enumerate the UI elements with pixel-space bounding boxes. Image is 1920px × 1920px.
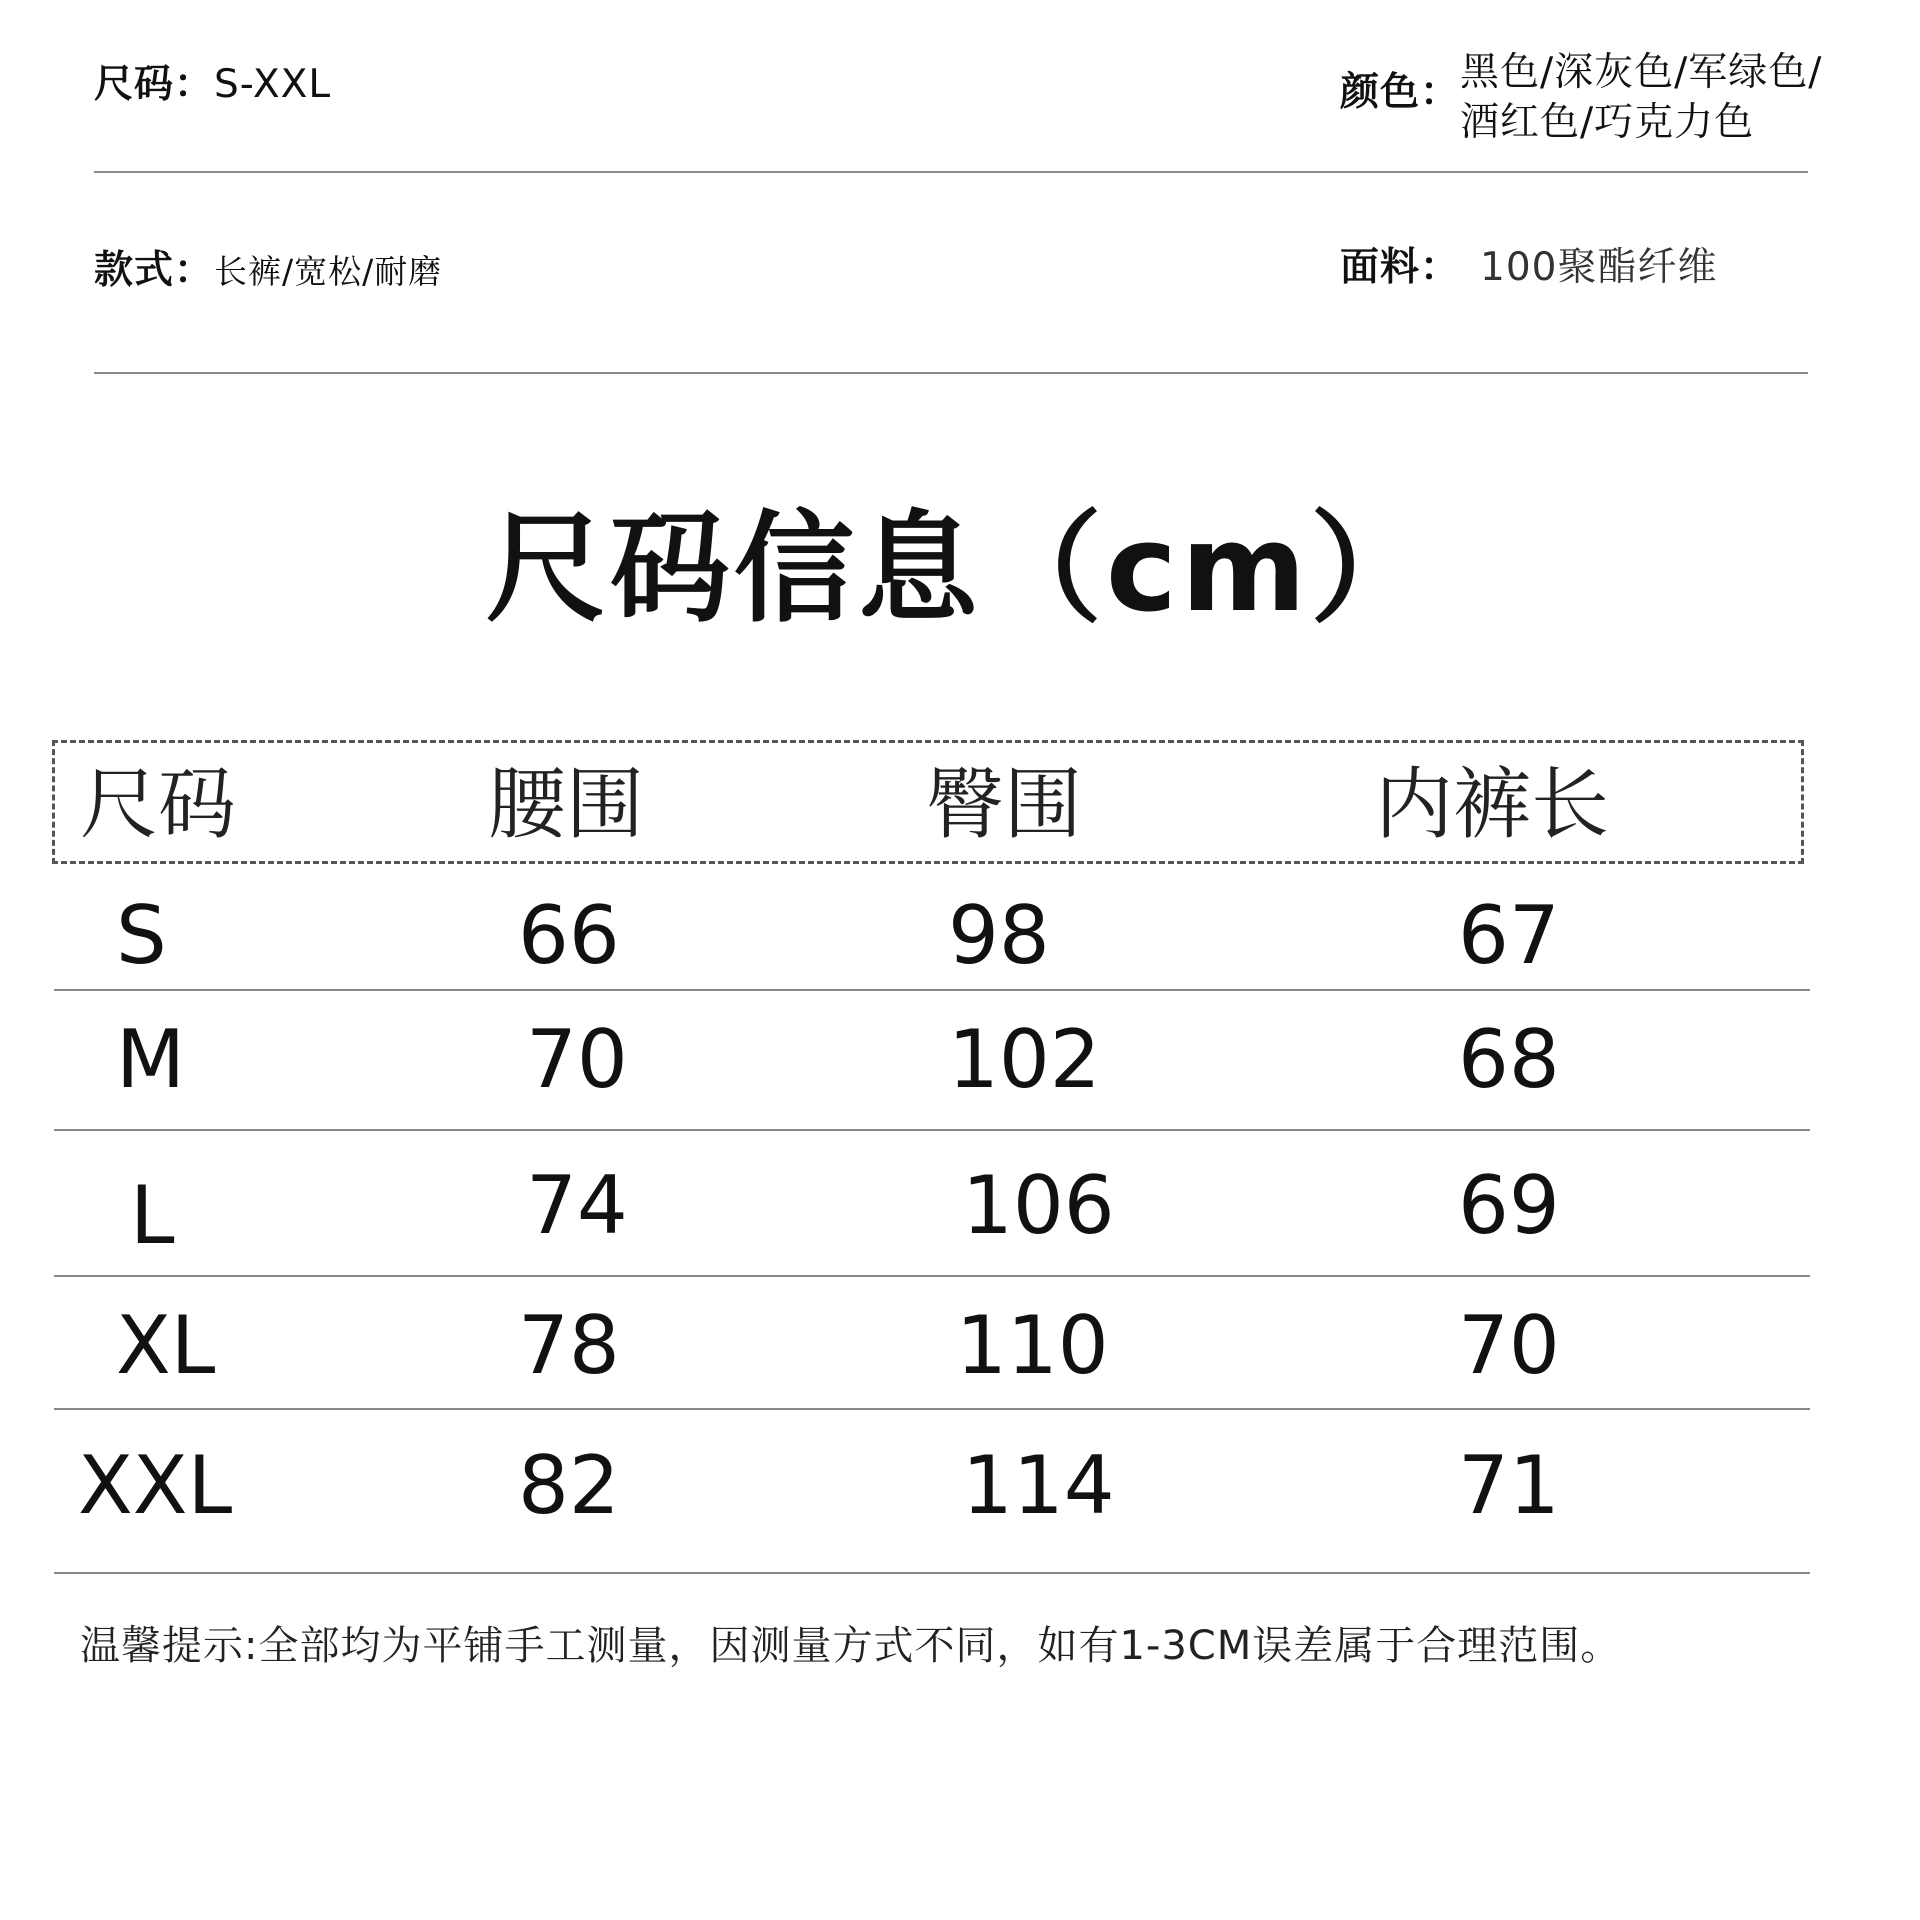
cell-size: L [130, 1169, 175, 1262]
cell-hip: 114 [962, 1439, 1115, 1532]
color-spec-line1: 黑色/深灰色/军绿色/ [1460, 50, 1823, 95]
cell-waist: 66 [518, 889, 620, 982]
size-spec-label: 尺码： [94, 62, 215, 107]
fabric-spec-value: 100聚酯纤维 [1480, 245, 1718, 290]
page-title: 尺码信息（cm） [485, 500, 1435, 639]
divider-1 [94, 171, 1808, 173]
cell-inseam: 70 [1458, 1299, 1560, 1392]
cell-hip: 110 [956, 1299, 1109, 1392]
cell-waist: 78 [518, 1299, 620, 1392]
row-divider [54, 1275, 1810, 1277]
color-spec-label: 颜色： [1340, 70, 1461, 115]
cell-waist: 82 [518, 1439, 620, 1532]
cell-hip: 102 [948, 1013, 1101, 1106]
cell-waist: 70 [526, 1013, 628, 1106]
row-divider [54, 1408, 1810, 1410]
cell-inseam: 71 [1458, 1439, 1560, 1532]
cell-inseam: 67 [1458, 889, 1560, 982]
cell-size: XL [116, 1299, 216, 1392]
row-divider [54, 1572, 1810, 1574]
cell-inseam: 69 [1458, 1159, 1560, 1252]
header-hip: 臀围 [926, 760, 1083, 850]
header-size: 尺码 [80, 760, 237, 850]
row-divider [54, 989, 1810, 991]
row-divider [54, 1129, 1810, 1131]
fabric-spec [1340, 243, 1717, 293]
size-spec-value: S-XXL [214, 62, 332, 107]
cell-waist: 74 [526, 1159, 628, 1252]
header-waist: 腰围 [488, 760, 645, 850]
style-spec [94, 246, 442, 297]
cell-hip: 106 [962, 1159, 1115, 1252]
measurement-note: 温馨提示:全部均为平铺手工测量，因测量方式不同，如有1-3CM误差属于合理范围。 [80, 1623, 1622, 1669]
cell-inseam: 68 [1458, 1013, 1560, 1106]
style-spec-value: 长裤/宽松/耐磨 [214, 252, 443, 291]
size-spec [94, 60, 331, 110]
cell-hip: 98 [948, 889, 1050, 982]
style-spec-label: 款式： [94, 248, 215, 293]
fabric-spec-label: 面料： [1340, 245, 1461, 290]
cell-size: M [116, 1013, 186, 1106]
cell-size: XXL [78, 1439, 233, 1532]
divider-2 [94, 372, 1808, 374]
color-spec [1340, 48, 1822, 148]
cell-size: S [116, 889, 167, 982]
color-spec-line2: 酒红色/巧克力色 [1460, 100, 1755, 145]
header-inseam: 内裤长 [1375, 760, 1610, 850]
